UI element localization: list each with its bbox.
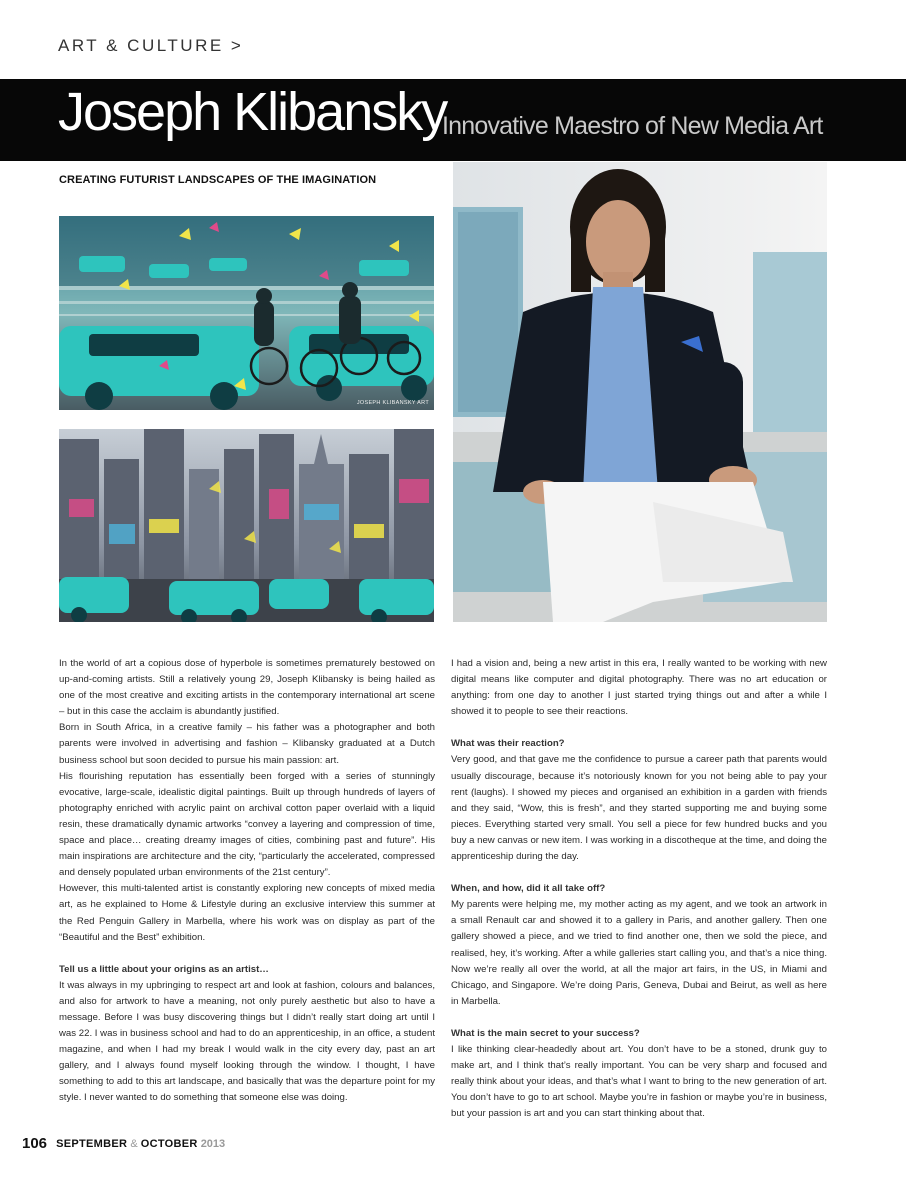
interview-answer: My parents were helping me, my mother acting as my agent, and we took an artwork in a small Renault car and showed it to a gallery in Paris, and another gallery. Then one gallery showed a piece, and we tried to find another one, then we sold the piece, and realised, hey, it’s working. After a while galleries start calling you, and that’s a nice thing. Now we’re really all over the world, at all the major art fairs, in the US, in Miami and Chicago, and Singapore. We’re doing Paris, Geneva, Dubai and Beirut, as well as here in Marbella. [451, 899, 827, 1007]
interview-answer: Very good, and that gave me the confidence to pursue a career path that parents would usually discourage, because it’s notoriously known for you not being able to pay your rent (laughs). I showed my pieces and organised an exhibition in a garden with friends and they said, “Wow, this is fresh”, and they started supporting me and buying some pieces. Everything started very small. You sell a piece for few hundred bucks and you buy a new canvas or new item. I was working in a discotheque at the time, and doing the apprenticeship during the day. [451, 754, 827, 863]
artwork-taxi-street-image [59, 216, 434, 410]
issue-year: 2013 [200, 1138, 226, 1150]
page-number: 106 [22, 1135, 48, 1152]
issue-ampersand: & [130, 1138, 138, 1150]
interview-answer: I had a vision and, being a new artist in this era, I really wanted to be working with new digital means like computer and digital photography. There was no art education or anything: from one day to another I just started trying things out and after a while I showed it to people to see their reactions. [451, 658, 827, 718]
issue-month-2: OCTOBER [140, 1138, 198, 1150]
paragraph: Born in South Africa, in a creative family – his father was a photographer and both parents were involved in advertising and fashion – Klibansky graduated at a Dutch business school but soon decided to pursue his main passion: art. [59, 722, 435, 766]
article-column-left [59, 656, 435, 1107]
interview-question: What was their reaction? [451, 738, 565, 750]
article-title: Joseph Klibansky [58, 82, 447, 142]
interview-answer: It was always in my upbringing to respect art and look at fashion, colours and balances, and also for artwork to have a meaning, not only purely aesthetic but also to have a message. Before I was busy discovering things but I didn’t really start doing art until I was 22. I was in business school and had to do an apprenticeship, in an office, a student magazine, and when I had my break I would walk in the city every day, past an art gallery, and I always found myself looking through the window. I thought, I have something to add to this art landscape, and basically that was the departure point for my style. I never wanted to do something that someone else was doing. [59, 979, 435, 1104]
paragraph: In the world of art a copious dose of hyperbole is sometimes prematurely bestowed on up-and-coming artists. Still a relatively young 29, Joseph Klibansky is being hailed as one of the most creative and exciting artists in the contemporary international art scene – but in this case the acclaim is abundantly justified. [59, 658, 435, 718]
page-footer [22, 1135, 225, 1152]
artist-portrait-image [453, 162, 827, 622]
artwork-times-square-image [59, 429, 434, 622]
interview-question: Tell us a little about your origins as an artist… [59, 963, 269, 975]
paragraph: His flourishing reputation has essentially been forged with a series of stunningly evocative, large-scale, idealistic digital paintings. Built up through hundreds of layers of photography enriched with acrylic paint on archival cotton paper overlaid with a liquid resin, these dramatically dynamic artworks “convey a layering and compression of time, space and place… creating dreamy images of cities, combining past and future”. His main inspirations are architecture and the city, “particularly the accelerated, compressed and densely populated urban environments of the 21st century”. [59, 770, 435, 879]
article-kicker: CREATING FUTURIST LANDSCAPES OF THE IMAGINATION [59, 174, 377, 186]
paragraph: However, this multi-talented artist is constantly exploring new concepts of mixed media art, as he explained to Home & Lifestyle during an exclusive interview this summer at the Red Penguin Gallery in Marbella, where his work was on display as part of the “Beautiful and the Best” exhibition. [59, 883, 435, 943]
interview-question: When, and how, did it all take off? [451, 883, 606, 895]
article-subtitle: Innovative Maestro of New Media Art [442, 112, 823, 140]
section-breadcrumb[interactable]: ART & CULTURE > [58, 36, 244, 55]
interview-answer: I like thinking clear-headedly about art. You don’t have to be a stoned, drunk guy to make art, and I think that’s really important. You can be very sharp and focused and really think about your ideas, and that’s what I want to bring to the new generation of art. You don’t have to go to art school. Maybe you’re in fashion or maybe you’re in business, but your passion is art and you can start thinking about that. [451, 1043, 827, 1120]
image-credit: JOSEPH KLIBANSKY ART [356, 400, 429, 406]
title-bar [0, 79, 906, 161]
interview-question: What is the main secret to your success? [451, 1027, 640, 1039]
issue-month-1: SEPTEMBER [56, 1138, 128, 1150]
article-column-right [451, 656, 827, 1122]
